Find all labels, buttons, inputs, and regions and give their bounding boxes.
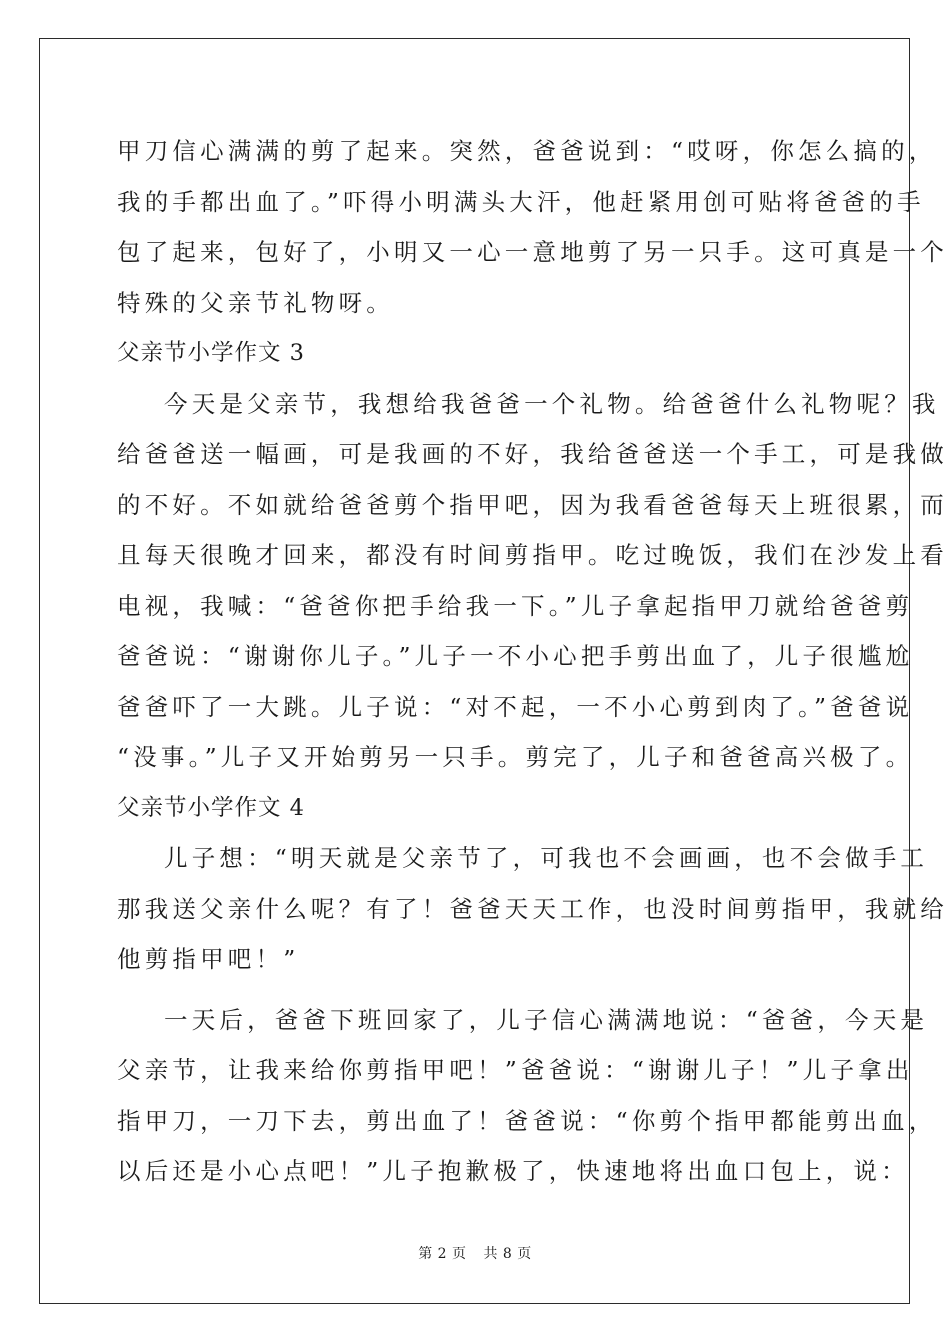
paragraph-gap [117, 985, 837, 995]
text-line: 的不好。不如就给爸爸剪个指甲吧，因为我看爸爸每天上班很累，而 [117, 490, 948, 519]
page-total: 共 8 页 [483, 1246, 532, 1262]
paragraph [117, 379, 948, 783]
text-line: 爸爸说：“谢谢你儿子。”儿子一不小心把手剪出血了，儿子很尴尬 [117, 642, 914, 670]
section-heading: 父亲节小学作文 3 [117, 340, 305, 366]
text-line: 特殊的父亲节礼物呀。 [117, 288, 394, 317]
text-line: 他剪指甲吧！” [117, 945, 300, 973]
text-line: 给爸爸送一幅画，可是我画的不好，我给爸爸送一个手工，可是我做 [117, 440, 948, 468]
text-line: “没事。”儿子又开始剪另一只手。剪完了，儿子和爸爸高兴极了。 [117, 743, 914, 771]
text-line: 甲刀信心满满的剪了起来。突然，爸爸说到：“哎呀，你怎么搞的， [117, 137, 937, 165]
text-line: 儿子想：“明天就是父亲节了，可我也不会画画，也不会做手工 [164, 844, 929, 872]
text-line: 电视，我喊：“爸爸你把手给我一下。”儿子拿起指甲刀就给爸爸剪 [117, 591, 914, 620]
page-footer [0, 1243, 950, 1263]
text-line: 一天后，爸爸下班回家了，儿子信心满满地说：“爸爸，今天是 [164, 1005, 929, 1034]
text-line: 父亲节，让我来给你剪指甲吧！”爸爸说：“谢谢儿子！”儿子拿出 [117, 1056, 914, 1084]
text-line: 且每天很晚才回来，都没有时间剪指甲。吃过晚饭，我们在沙发上看 [117, 541, 948, 569]
text-line: 爸爸吓了一大跳。儿子说：“对不起，一不小心剪到肉了。”爸爸说 [117, 692, 914, 721]
text-line: 包了起来，包好了，小明又一心一意地剪了另一只手。这可真是一个 [117, 238, 948, 266]
paragraph [117, 833, 948, 985]
text-line: 我的手都出血了。”吓得小明满头大汗，他赶紧用创可贴将爸爸的手 [117, 187, 925, 216]
page-number: 第 2 页 [418, 1246, 467, 1262]
text-line: 今天是父亲节，我想给我爸爸一个礼物。给爸爸什么礼物呢？我 [164, 389, 940, 418]
paragraph [117, 126, 948, 328]
text-line: 以后还是小心点吧！”儿子抱歉极了，快速地将出血口包上，说： [117, 1157, 909, 1185]
paragraph [117, 995, 937, 1197]
section-heading: 父亲节小学作文 4 [117, 794, 305, 821]
document-body [117, 126, 948, 1197]
text-line: 指甲刀，一刀下去，剪出血了！爸爸说：“你剪个指甲都能剪出血， [117, 1106, 937, 1135]
text-line: 那我送父亲什么呢？有了！爸爸天天工作，也没时间剪指甲，我就给 [117, 894, 948, 923]
